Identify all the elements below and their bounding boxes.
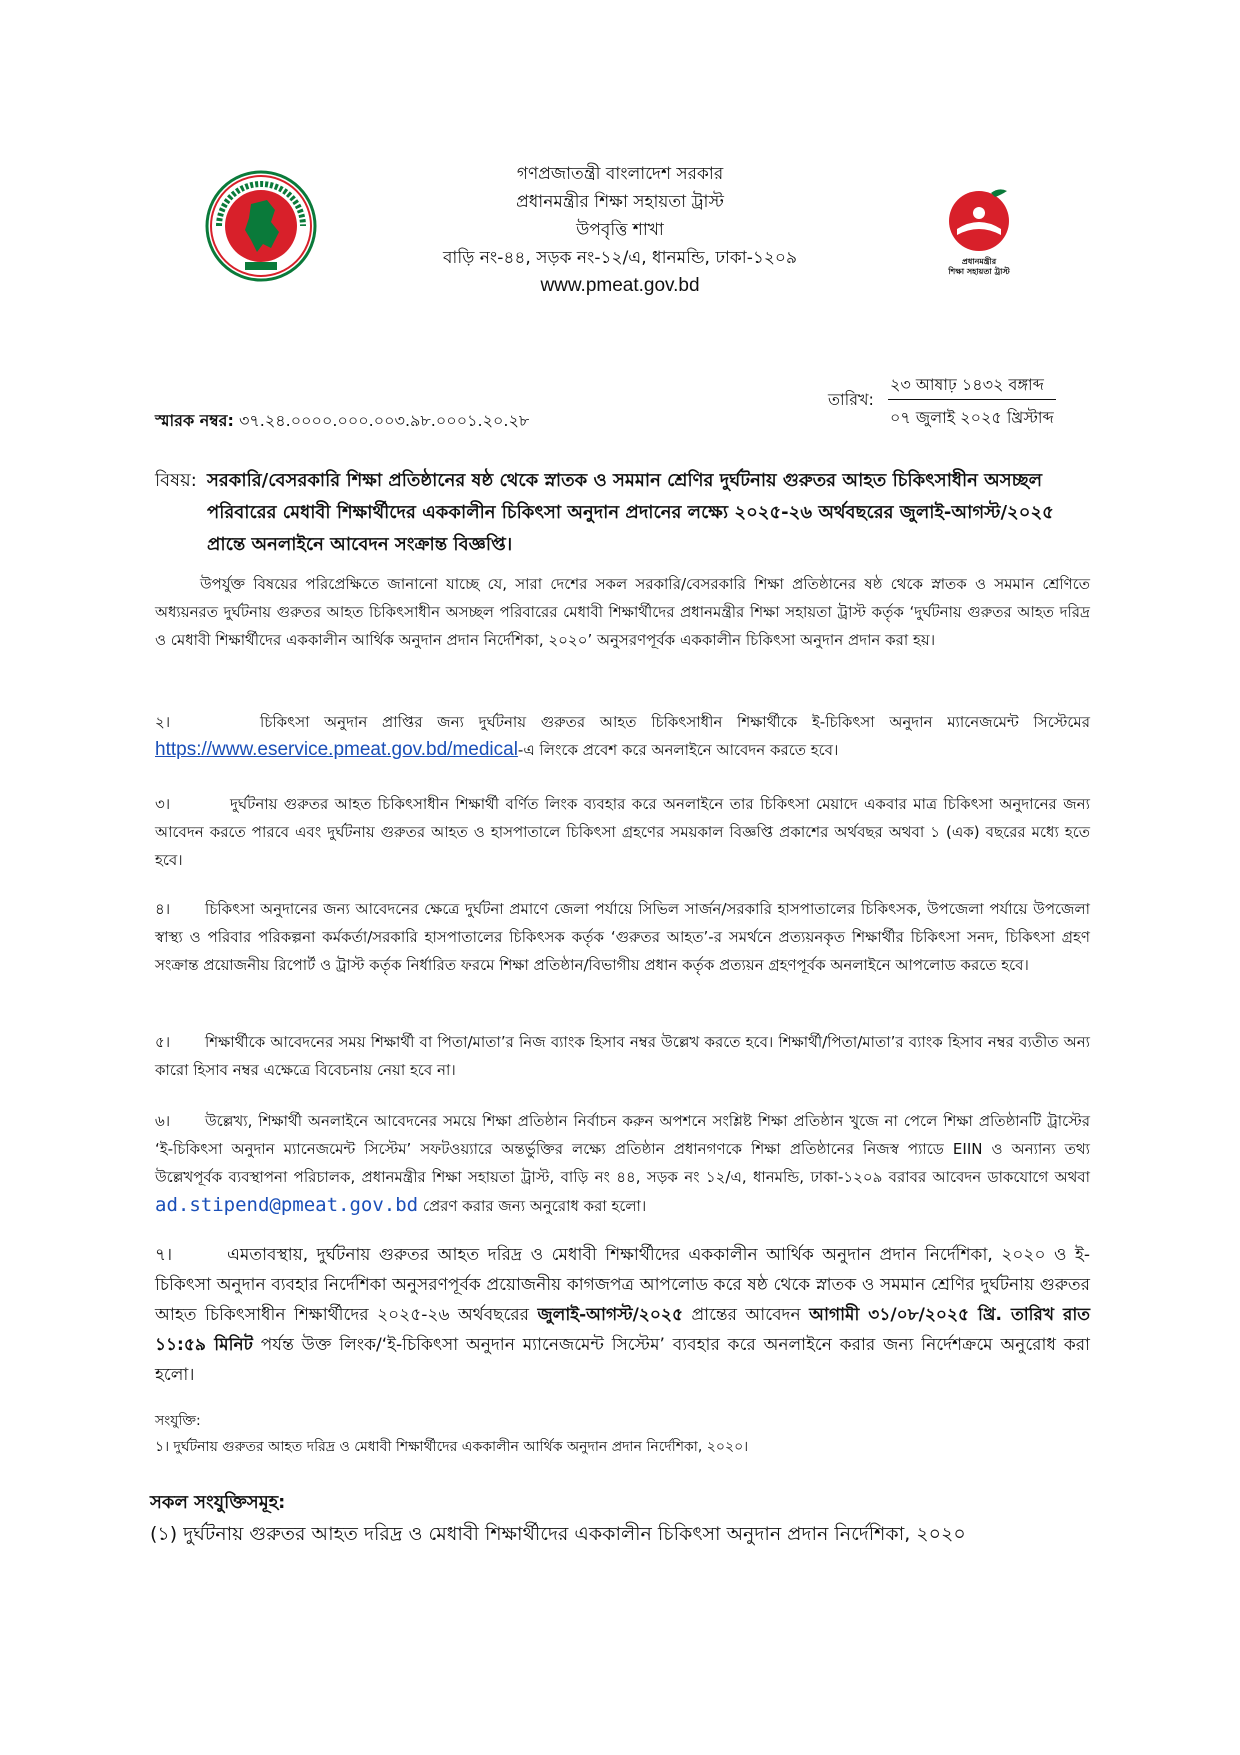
pmeat-logo-icon: [935, 185, 1023, 285]
header-website-link[interactable]: www.pmeat.gov.bd: [540, 275, 700, 296]
date-divider: [888, 399, 1056, 400]
letterhead: [300, 160, 940, 300]
subject: [155, 465, 1090, 561]
paragraph-2-after: -এ লিংকে প্রবেশ করে অনলাইনে আবেদন করতে হবে।: [517, 741, 839, 759]
paragraph-5-text: শিক্ষার্থীকে আবেদনের সময় শিক্ষার্থী বা পিতা/মাতা’র নিজ ব্যাংক হিসাব নম্বর উল্লেখ করতে হবে। শিক্ষার্থী/পিতা/মাতা’র ব্যাংক হিসাব নম্বর ব্যতীত অন্য কারো হিসাব নম্বর এক্ষেত্রে বিবেচনায় নেয়া হবে না।: [155, 1033, 1090, 1079]
date-block: [828, 372, 1148, 432]
paragraph-3-number: ৩।: [155, 795, 171, 813]
paragraph-7-text-b: প্রান্তের আবেদন: [691, 1305, 801, 1325]
all-attachments-title: সকল সংযুক্তিসমূহ:: [150, 1492, 286, 1513]
memo-number: [155, 408, 529, 435]
date-label: তারিখ:: [828, 390, 874, 409]
header-branch: উপবৃত্তি শাখা: [576, 220, 664, 240]
pmeat-logo-caption-line-1: প্রধানমন্ত্রীর: [961, 257, 997, 266]
header-address: বাড়ি নং-৪৪, সড়ক নং-১২/এ, ধানমন্ডি, ঢাকা-১২০৯: [442, 248, 798, 268]
paragraph-7-period: জুলাই-আগস্ট/২০২৫: [537, 1305, 683, 1325]
medical-eservice-link[interactable]: https://www.eservice.pmeat.gov.bd/medical: [155, 739, 518, 760]
all-attachments-item-1[interactable]: (১) দুর্ঘটনায় গুরুতর আহত দরিদ্র ও মেধাবী শিক্ষার্থীদের এককালীন চিকিৎসা অনুদান প্রদান নির্দেশিকা, ২০২০: [150, 1523, 966, 1545]
paragraph-3-text: দুর্ঘটনায় গুরুতর আহত চিকিৎসাধীন শিক্ষার্থী বর্ণিত লিংক ব্যবহার করে অনলাইনে তার চিকিৎসা মেয়াদে একবার মাত্র চিকিৎসা অনুদানের জন্য আবেদন করতে পারবে এবং দুর্ঘটনায় গুরুতর আহত ও হাসপাতালে চিকিৎসা গ্রহণের সময়কাল বিজ্ঞপ্তি প্রকাশের অর্থবছর অথবা ১ (এক) বছরের মধ্যে হতে হবে।: [155, 795, 1090, 869]
pmeat-logo-caption-line-2: শিক্ষা সহায়তা ট্রাস্ট: [948, 267, 1010, 276]
paragraph-4: [155, 895, 1090, 979]
date-bangla: ২৩ আষাঢ় ১৪৩২ বঙ্গাব্দ: [890, 375, 1044, 394]
paragraph-5-number: ৫।: [155, 1033, 171, 1051]
paragraph-7: [155, 1240, 1090, 1390]
memo-label: স্মারক নম্বর:: [155, 411, 234, 430]
paragraph-7-text-a: এমতাবস্থায়, দুর্ঘটনায় গুরুতর আহত দরিদ্র ও মেধাবী শিক্ষার্থীদের এককালীন আর্থিক অনুদান প্রদান নির্দেশিকা, ২০২০ ও ই-চিকিৎসা অনুদান ব্যবহার নির্দেশিকা অনুসরণপূর্বক প্রয়োজনীয় কাগজপত্র আপলোড করে ষষ্ঠ থেকে স্নাতক ও সমমান শ্রেণির দুর্ঘটনায় গুরুতর আহত চিকিৎসাধীন শিক্ষার্থীদের ২০২৫-২৬ অর্থবছরের: [155, 1245, 1090, 1325]
paragraph-7-deadline: আগামী ৩১/০৮/২০২৫ খ্রি. তারিখ রাত ১১:৫৯ মিনিট: [155, 1305, 1091, 1355]
paragraph-6-after: প্রেরণ করার জন্য অনুরোধ করা হলো।: [422, 1197, 647, 1215]
header-govt-name: গণপ্রজাতন্ত্রী বাংলাদেশ সরকার: [516, 164, 724, 184]
paragraph-2-number: ২।: [155, 713, 171, 731]
paragraph-1: উপর্যুক্ত বিষয়ের পরিপ্রেক্ষিতে জানানো যাচ্ছে যে, সারা দেশের সকল সরকারি/বেসরকারি শিক্ষা প্রতিষ্ঠানের ষষ্ঠ থেকে স্নাতক ও সমমান শ্রেণিতে অধ্যয়নরত দুর্ঘটনায় গুরুতর আহত চিকিৎসাধীন অসচ্ছল পরিবারের মেধাবী শিক্ষার্থীদের প্রধানমন্ত্রীর শিক্ষা সহায়তা ট্রাস্ট কর্তৃক ‘দুর্ঘটনায় গুরুতর আহত দরিদ্র ও মেধাবী শিক্ষার্থীদের এককালীন আর্থিক অনুদান প্রদান নির্দেশিকা, ২০২০’ অনুসরণপূর্বক এককালীন চিকিৎসা অনুদান প্রদান করা হয়।: [155, 575, 1090, 649]
paragraph-7-text-c: পর্যন্ত উক্ত লিংক/‘ই-চিকিৎসা অনুদান ম্যানেজমেন্ট সিস্টেম’ ব্যবহার করে অনলাইনে করার জন্য নির্দেশক্রমে অনুরোধ করা হলো।: [155, 1335, 1090, 1385]
date-english: ০৭ জুলাই ২০২৫ খ্রিস্টাব্দ: [890, 408, 1054, 427]
paragraph-2: [155, 708, 1090, 764]
paragraph-2-text: চিকিৎসা অনুদান প্রাপ্তির জন্য দুর্ঘটনায় গুরুতর আহত চিকিৎসাধীন শিক্ষার্থীকে ই-চিকিৎসা অনুদান ম্যানেজমেন্ট সিস্টেমের: [260, 713, 1090, 731]
paragraph-4-text: চিকিৎসা অনুদানের জন্য আবেদনের ক্ষেত্রে দুর্ঘটনা প্রমাণে জেলা পর্যায়ে সিভিল সার্জন/সরকারি হাসপাতালের চিকিৎসক, উপজেলা পর্যায়ে উপজেলা স্বাস্থ্য ও পরিবার পরিকল্পনা কর্মকর্তা/সরকারি হাসপাতালের চিকিৎসক কর্তৃক ‘গুরুতর আহত’-র সমর্থনে প্রত্যয়নকৃত শিক্ষার্থীর চিকিৎসা সনদ, চিকিৎসা গ্রহণ সংক্রান্ত প্রয়োজনীয় রিপোর্ট ও ট্রাস্ট কর্তৃক নির্ধারিত ফরমে শিক্ষা প্রতিষ্ঠান/বিভাগীয় প্রধান কর্তৃক প্রত্যয়ন গ্রহণপূর্বক অনলাইনে আপলোড করতে হবে।: [155, 900, 1090, 974]
header-trust-name: প্রধানমন্ত্রীর শিক্ষা সহায়তা ট্রাস্ট: [516, 192, 724, 212]
paragraph-4-number: ৪।: [155, 900, 171, 918]
paragraph-5: [155, 1028, 1090, 1084]
paragraph-7-number: ৭।: [155, 1245, 173, 1265]
stipend-email-link[interactable]: ad.stipend@pmeat.gov.bd: [155, 1194, 419, 1216]
attachment-item-1: ১। দুর্ঘটনায় গুরুতর আহত দরিদ্র ও মেধাবী শিক্ষার্থীদের এককালীন আর্থিক অনুদান প্রদান নির্দেশিকা, ২০২০।: [155, 1439, 749, 1455]
attachment-section: [155, 1408, 748, 1460]
paragraph-6-text: উল্লেখ্য, শিক্ষার্থী অনলাইনে আবেদনের সময়ে শিক্ষা প্রতিষ্ঠান নির্বাচন করুন অপশনে সংশ্লিষ্ট শিক্ষা প্রতিষ্ঠান খুজে না পেলে শিক্ষা প্রতিষ্ঠানটি ট্রাস্টের ‘ই-চিকিৎসা অনুদান ম্যানেজমেন্ট সিস্টেম’ সফটওয়্যারে অন্তর্ভুক্তির লক্ষ্যে প্রতিষ্ঠান প্রধানগণকে শিক্ষা প্রতিষ্ঠানের নিজস্ব প্যাডে EIIN ও অন্যান্য তথ্য উল্লেখপূর্বক ব্যবস্থাপনা পরিচালক, প্রধানমন্ত্রীর শিক্ষা সহায়তা ট্রাস্ট, বাড়ি নং ৪৪, সড়ক নং ১২/এ, ধানমন্ডি, ঢাকা-১২০৯ বরাবর আবেদন ডাকযোগে অথবা: [155, 1112, 1090, 1186]
pmeat-logo-caption: [935, 257, 1023, 277]
subject-label: বিষয়:: [155, 470, 197, 491]
attachment-label: সংযুক্তি:: [155, 1413, 201, 1429]
memo-value: ৩৭.২৪.০০০০.০০০.০০৩.৯৮.০০০১.২০.২৮: [238, 411, 530, 430]
paragraph-3: [155, 790, 1090, 874]
paragraph-6: [155, 1107, 1090, 1220]
paragraph-6-number: ৬।: [155, 1112, 171, 1130]
subject-text: সরকারি/বেসরকারি শিক্ষা প্রতিষ্ঠানের ষষ্ঠ থেকে স্নাতক ও সমমান শ্রেণির দুর্ঘটনায় গুরুতর আহত চিকিৎসাধীন অসচ্ছল পরিবারের মেধাবী শিক্ষার্থীদের এককালীন চিকিৎসা অনুদান প্রদানের লক্ষ্যে ২০২৫-২৬ অর্থবছরের জুলাই-আগস্ট/২০২৫ প্রান্তে অনলাইনে আবেদন সংক্রান্ত বিজ্ঞপ্তি।: [207, 470, 1054, 555]
